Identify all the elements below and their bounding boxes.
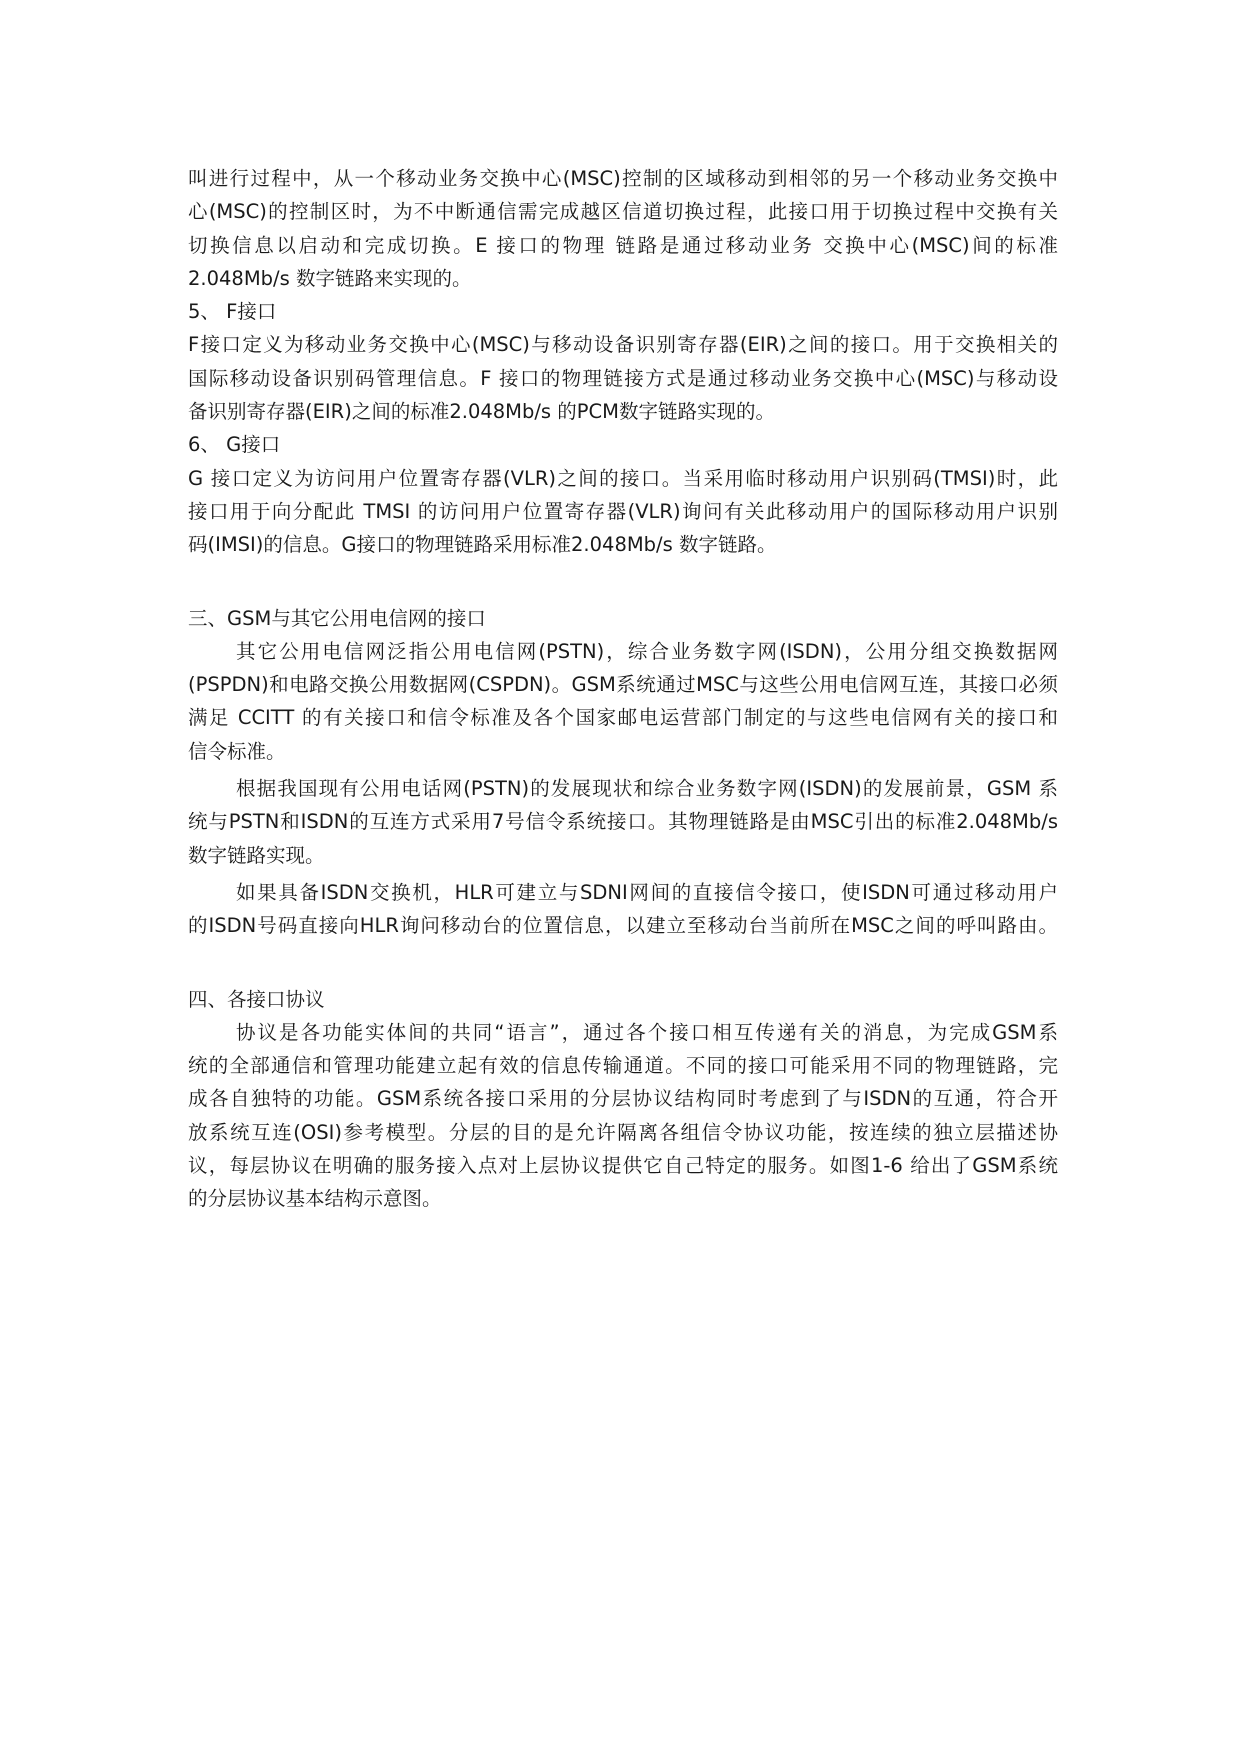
section-spacer [188,943,1058,983]
interface-f-paragraph [188,328,1058,428]
text-line: 的分层协议基本结构示意图。 [188,1187,442,1211]
text-line: G 接口定义为访问用户位置寄存器(VLR)之间的接口。当采用临时移动用户识别码(TMSI)时，此 [188,466,1058,490]
text-line: 国际移动设备识别码管理信息。F 接口的物理链接方式是通过移动业务交换中心(MSC)与移动设 [188,366,1058,390]
text-line: (PSPDN)和电路交换公用数据网(CSPDN)。GSM系统通过MSC与这些公用电信网互连，其接口必须 [188,673,1058,697]
text-line: 叫进行过程中，从一个移动业务交换中心(MSC)控制的区域移动到相邻的另一个移动业务交换中 [188,167,1058,190]
text-line: 码(IMSI)的信息。G接口的物理链路采用标准2.048Mb/s 数字链路。 [188,533,777,557]
text-line: 统的全部通信和管理功能建立起有效的信息传输通道。不同的接口可能采用不同的物理链路，完 [188,1054,1058,1078]
interface-e-paragraph [188,162,1058,295]
document-page [188,162,1058,1216]
text-line: F接口定义为移动业务交换中心(MSC)与移动设备识别寄存器(EIR)之间的接口。用于交换相关的 [188,333,1058,357]
text-line: 2.048Mb/s 数字链路来实现的。 [188,266,472,290]
interface-g-heading: 6、 G接口 [188,433,281,457]
section-three-paragraph-3 [188,876,1058,943]
text-line: 切换信息以启动和完成切换。E 接口的物理 链路是通过移动业务 交换中心(MSC)间的标准 [188,233,1058,257]
text-line: 满足 CCITT 的有关接口和信令标准及各个国家邮电运营部门制定的与这些电信网有关的接口和 [188,706,1058,730]
section-three-paragraph-2 [188,772,1058,872]
text-line: 信令标准。 [188,739,286,763]
text-line: 其它公用电信网泛指公用电信网(PSTN)，综合业务数字网(ISDN)，公用分组交换数据网 [236,639,1058,663]
interface-f-heading: 5、 F接口 [188,300,277,324]
text-line: 的ISDN号码直接向HLR询问移动台的位置信息，以建立至移动台当前所在MSC之间的呼叫路由。 [188,914,1058,938]
section-three-title: 三、GSM与其它公用电信网的接口 [188,606,486,630]
text-line: 心(MSC)的控制区时，为不中断通信需完成越区信道切换过程，此接口用于切换过程中交换有关 [188,200,1058,224]
text-line: 数字链路实现。 [188,843,325,867]
text-line: 统与PSTN和ISDN的互连方式采用7号信令系统接口。其物理链路是由MSC引出的标准2.048Mb/s [188,810,1058,834]
text-line: 备识别寄存器(EIR)之间的标准2.048Mb/s 的PCM数字链路实现的。 [188,400,775,424]
text-line: 成各自独特的功能。GSM系统各接口采用的分层协议结构同时考虑到了与ISDN的互通，符合开 [188,1087,1058,1111]
text-line: 接口用于向分配此 TMSI 的访问用户位置寄存器(VLR)询问有关此移动用户的国际移动用户识别 [188,499,1058,523]
interface-g-paragraph [188,462,1058,562]
section-four-title: 四、各接口协议 [188,987,325,1011]
section-four-paragraph-1 [188,1016,1058,1216]
section-three-paragraph-1 [188,635,1058,768]
section-spacer [188,562,1058,602]
text-line: 根据我国现有公用电话网(PSTN)的发展现状和综合业务数字网(ISDN)的发展前景，GSM 系 [236,777,1058,801]
text-line: 如果具备ISDN交换机，HLR可建立与SDNI网间的直接信令接口，使ISDN可通过移动用户 [236,880,1058,904]
text-line: 放系统互连(OSI)参考模型。分层的目的是允许隔离各组信令协议功能，按连续的独立层描述协 [188,1120,1058,1144]
text-line: 协议是各功能实体间的共同“语言”，通过各个接口相互传递有关的消息，为完成GSM系 [236,1020,1058,1044]
text-line: 议，每层协议在明确的服务接入点对上层协议提供它自己特定的服务。如图1-6 给出了GSM系统 [188,1154,1058,1178]
